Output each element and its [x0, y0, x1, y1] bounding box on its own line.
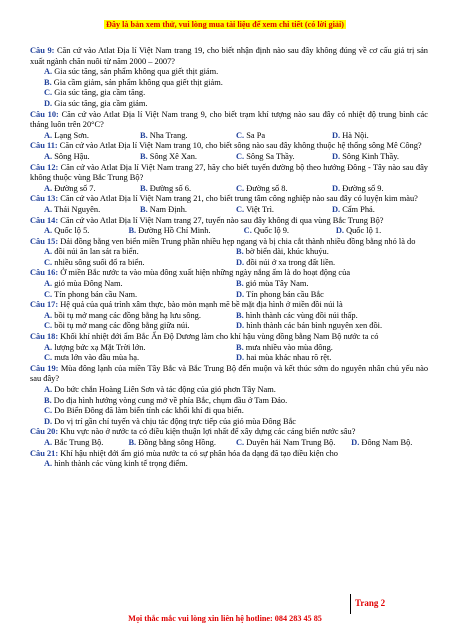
question: [30, 110, 428, 131]
question-text: Căn cứ vào Atlat Địa lí Việt Nam trang 19, cho biết nhận định nào sau đây không đúng về cơ cấu giá trị sản xuất ngành chăn nuôi từ năm 2000 – 2007?: [30, 46, 428, 66]
option-letter: D.: [44, 416, 53, 426]
option-letter: B.: [128, 437, 137, 447]
question: [30, 300, 428, 311]
option-row: [30, 205, 428, 216]
question: [30, 46, 428, 67]
question-text: Căn cứ vào Atlat Địa lí Việt Nam trang 9, cho biết trạm khí tượng nào sau đây có nhiệt độ trung bình các tháng luôn trên 20°C?: [30, 109, 428, 130]
option: [140, 184, 236, 195]
option-row: [30, 247, 428, 258]
option: [236, 131, 332, 142]
option: [236, 258, 428, 269]
option: [30, 78, 428, 89]
option: [30, 385, 428, 396]
option: [140, 131, 236, 142]
option-letter: C.: [236, 130, 245, 140]
option-letter: C.: [236, 151, 245, 161]
option-text: Nam Định.: [149, 204, 187, 214]
option-letter: B.: [236, 279, 244, 289]
option-text: Quốc lộ 1.: [346, 226, 382, 236]
question: [30, 332, 428, 343]
option: [236, 343, 428, 354]
option-text: Đường số 6.: [149, 183, 192, 193]
option-text: Đồng bằng sông Hồng.: [138, 437, 216, 447]
option-text: Gia súc tăng, sản phẩm không qua giết thịt giảm.: [54, 67, 219, 77]
option-letter: A.: [44, 385, 53, 394]
option-letter: B.: [128, 226, 137, 236]
option-text: Gia súc tăng, gia cầm giảm.: [54, 98, 148, 108]
option-text: Sông Kinh Thầy.: [342, 151, 400, 161]
option-row: [30, 258, 428, 269]
question: [30, 427, 428, 438]
option-letter: C.: [44, 257, 53, 267]
option-letter: C.: [44, 353, 53, 363]
option: [44, 258, 236, 269]
question: [30, 141, 428, 152]
option-letter: A.: [44, 437, 53, 447]
question-text: Khu vực nào ở nước ta có điều kiện thuận lợi nhất để xây dựng các cảng biển nước sâu?: [60, 427, 356, 437]
option: [44, 353, 236, 364]
option: [44, 152, 140, 163]
page-number: Trang 2: [355, 598, 386, 608]
option-text: Tín phong bán cầu Nam.: [54, 289, 138, 299]
option-letter: D.: [335, 226, 344, 236]
question-number: Câu 17:: [30, 300, 59, 310]
option-row: [30, 311, 428, 322]
option: [332, 205, 428, 216]
option-text: Thái Nguyên.: [54, 204, 101, 214]
option-text: gió mùa Đông Nam.: [54, 279, 123, 289]
option-text: Đông Nam Bộ.: [361, 437, 413, 447]
question-text: Dải đồng bằng ven biển miền Trung phần nhiều hẹp ngang và bị chia cắt thành nhiều đồng bằng nhỏ là do: [60, 236, 416, 246]
option-row: [30, 152, 428, 163]
option-text: Tín phong bán cầu Bắc: [246, 289, 324, 299]
option-text: Đường số 9.: [342, 183, 384, 193]
option: [128, 438, 236, 449]
option: [44, 226, 128, 237]
option-text: nhiều sông suối đổ ra biển.: [54, 257, 145, 267]
option: [30, 99, 428, 110]
question: [30, 237, 428, 248]
question: [30, 449, 428, 460]
option-letter: B.: [140, 151, 148, 161]
option: [44, 247, 236, 258]
option-letter: D.: [332, 183, 341, 193]
option: [236, 353, 428, 364]
option: [236, 247, 428, 258]
option-text: Đường số 8.: [246, 183, 288, 193]
question-number: Câu 16:: [30, 268, 59, 278]
option: [236, 321, 428, 332]
option: [140, 152, 236, 163]
question: [30, 268, 428, 279]
question-text: Khối khí nhiệt đới ẩm Bắc Ấn Độ Dương làm cho khí hậu vùng đồng bằng Nam Bộ nước ta có: [60, 332, 379, 342]
option-text: gió mùa Tây Nam.: [245, 279, 309, 289]
option-letter: A.: [44, 204, 53, 214]
option: [236, 311, 428, 322]
option-text: Do vị trí gần chí tuyến và chịu tác động trực tiếp của gió mùa Đông Bắc: [54, 416, 297, 426]
option: [236, 290, 428, 301]
question-number: Câu 10:: [30, 109, 59, 119]
option-text: Sông Xê Xan.: [149, 151, 198, 161]
option-row: [30, 343, 428, 354]
option-letter: C.: [44, 88, 53, 98]
option-letter: C.: [44, 406, 53, 416]
option: [44, 438, 128, 449]
option: [44, 205, 140, 216]
option-text: Sa Pa: [246, 130, 266, 140]
option-row: [30, 131, 428, 142]
option-text: Đường số 7.: [54, 183, 96, 193]
option: [30, 417, 428, 428]
question-number: Câu 13:: [30, 194, 59, 204]
option-text: Gia cầm giảm, sản phẩm không qua giết thịt giảm.: [53, 77, 223, 87]
option-text: Duyên hải Nam Trung Bộ.: [246, 437, 336, 447]
question-number: Câu 21:: [30, 448, 59, 458]
question-text: Hệ quả của quá trình xâm thực, bào mòn mạnh mẽ bề mặt địa hình ở miền đồi núi là: [60, 300, 343, 310]
option-letter: A.: [44, 67, 53, 77]
option: [336, 226, 428, 237]
question-text: Căn cứ vào Atlat Địa lí Việt Nam trang 21, cho biết trung tâm công nghiệp nào sau đây có luyện kim màu?: [60, 194, 418, 204]
option-text: mưa nhiều vào mùa đông.: [245, 342, 333, 352]
option-row: [30, 353, 428, 364]
option-letter: B.: [236, 310, 244, 320]
option-letter: C.: [44, 321, 53, 331]
option: [30, 67, 428, 78]
option: [128, 226, 243, 237]
option-text: đồi núi ăn lan sát ra biển.: [54, 247, 139, 257]
option-text: Do địa hình hướng vòng cung mở về phía Bắc, chụm đầu ở Tam Đảo.: [53, 395, 288, 405]
option-text: Gia súc tăng, gia cầm tăng.: [54, 88, 146, 98]
preview-banner-text: Đây là bản xem thử, vui lòng mua tài liệu để xem chi tiết (có lời giải): [105, 20, 344, 29]
question-number: Câu 14:: [30, 215, 59, 225]
option-letter: D.: [351, 437, 360, 447]
question-text: Căn cứ vào Atlat Địa lí Việt Nam trang 27, tuyến nào sau đây không đi qua vùng Bắc Trung Bộ?: [60, 215, 384, 225]
preview-banner: [0, 14, 450, 32]
option: [44, 184, 140, 195]
option-row: [30, 321, 428, 332]
option-letter: B.: [140, 183, 148, 193]
option-text: Sông Sa Thầy.: [246, 151, 295, 161]
option-letter: D.: [236, 289, 245, 299]
option: [236, 205, 332, 216]
option-letter: D.: [332, 204, 341, 214]
option: [30, 396, 428, 407]
option-text: hình thành các vùng kinh tế trọng điểm.: [54, 459, 188, 469]
option: [44, 343, 236, 354]
option: [30, 88, 428, 99]
option-row: [30, 279, 428, 290]
footer-divider: [350, 594, 351, 614]
question-number: Câu 15:: [30, 236, 59, 246]
option-letter: A.: [44, 342, 53, 352]
option: [244, 226, 336, 237]
option-letter: C.: [236, 204, 245, 214]
option-letter: A.: [44, 459, 53, 469]
option-letter: D.: [236, 257, 245, 267]
question-number: Câu 12:: [30, 162, 59, 172]
question: [30, 216, 428, 227]
option-letter: B.: [140, 204, 148, 214]
option-letter: B.: [44, 77, 52, 87]
option-letter: A.: [44, 151, 53, 161]
option-letter: D.: [332, 130, 341, 140]
option-row: [30, 184, 428, 195]
option-text: bồi tụ mở mang các đồng bằng giữa núi.: [54, 321, 190, 331]
option: [44, 131, 140, 142]
option: [236, 438, 351, 449]
option-text: Do bức chắn Hoàng Liên Sơn và tác động của gió phơn Tây Nam.: [54, 385, 276, 394]
option-letter: B.: [44, 395, 52, 405]
option-text: Lạng Sơn.: [54, 130, 89, 140]
option-text: Việt Trì.: [246, 204, 274, 214]
option-letter: D.: [236, 321, 245, 331]
option-text: Cẩm Phả.: [342, 204, 375, 214]
option-text: bờ biển dài, khúc khuỷu.: [245, 247, 329, 257]
option-letter: A.: [44, 226, 53, 236]
option-row: [30, 438, 428, 449]
option: [332, 184, 428, 195]
question-text: Căn cứ vào Atlat Địa lí Việt Nam trang 10, cho biết sông nào sau đây không thuộc hệ thống sông Mê Công?: [59, 141, 422, 151]
option-text: bồi tụ mở mang các đồng bằng hạ lưu sông.: [54, 310, 201, 320]
option-letter: D.: [44, 98, 53, 108]
option-text: Sông Hậu.: [54, 151, 90, 161]
option-text: mưa lớn vào đầu mùa hạ.: [54, 353, 140, 363]
option-letter: C.: [236, 183, 245, 193]
option-letter: A.: [44, 279, 53, 289]
question-text: Ở miền Bắc nước ta vào mùa đông xuất hiện những ngày nắng ấm là do hoạt động của: [60, 268, 351, 278]
option-text: hai mùa khác nhau rõ rệt.: [246, 353, 332, 363]
option-letter: C.: [243, 226, 252, 236]
question: [30, 194, 428, 205]
question-text: Khí hậu nhiệt đới ẩm gió mùa nước ta có sự phân hóa đa dạng đã tạo điều kiện cho: [60, 448, 338, 458]
option-text: Nha Trang.: [149, 130, 188, 140]
question-number: Câu 18:: [30, 332, 59, 342]
option-text: Hà Nội.: [342, 130, 369, 140]
question-number: Câu 9:: [30, 46, 55, 55]
option-letter: B.: [236, 247, 244, 257]
option-text: hình thành các vùng đồi núi thấp.: [245, 310, 358, 320]
option: [44, 290, 236, 301]
option: [30, 459, 428, 470]
question-number: Câu 19:: [30, 363, 59, 373]
option: [351, 438, 428, 449]
hotline-text: Mọi thắc mắc vui lòng xin liên hệ hotline: 084 283 45 85: [128, 614, 322, 623]
option-text: đồi núi ở xa trong đất liền.: [246, 257, 336, 267]
option-text: Do Biển Đông đã làm biến tính các khối khí đi qua biển.: [54, 406, 244, 416]
option: [140, 205, 236, 216]
option: [236, 184, 332, 195]
question-text: Mùa đông lạnh của miền Tây Bắc và Bắc Trung Bộ đến muộn và kết thúc sớm do nguyên nhân chủ yếu nào sau đây?: [30, 363, 429, 384]
option-text: lượng bức xạ Mặt Trời lớn.: [54, 342, 146, 352]
option-row: [30, 290, 428, 301]
option-letter: A.: [44, 183, 53, 193]
question-number: Câu 11:: [30, 141, 58, 151]
option-text: hình thành các bán bình nguyên xen đồi.: [246, 321, 383, 331]
option: [332, 152, 428, 163]
option: [236, 152, 332, 163]
option-text: Quốc lộ 9.: [253, 226, 290, 236]
question-number: Câu 20:: [30, 427, 59, 437]
option-letter: B.: [140, 130, 148, 140]
option-letter: B.: [236, 342, 244, 352]
option-text: Bắc Trung Bộ.: [54, 437, 104, 447]
option-letter: A.: [44, 247, 53, 257]
option: [30, 406, 428, 417]
option-letter: C.: [235, 437, 245, 447]
option: [44, 321, 236, 332]
option-letter: D.: [332, 151, 341, 161]
option: [236, 279, 428, 290]
option: [44, 311, 236, 322]
option-letter: D.: [236, 353, 245, 363]
option: [332, 131, 428, 142]
question: [30, 163, 428, 184]
option-letter: A.: [44, 310, 53, 320]
option: [44, 279, 236, 290]
question-text: Căn cứ vào Atlat Địa lí Việt Nam trang 27, hãy cho biết tuyến đường bộ theo hướng Đông - Tây nào sau đây không thuộc vùng Bắc Trung Bộ?: [30, 162, 428, 183]
question: [30, 364, 428, 385]
option-row: [30, 226, 428, 237]
option-letter: C.: [44, 289, 53, 299]
option-text: Đường Hồ Chí Minh.: [138, 226, 211, 236]
option-letter: A.: [44, 130, 53, 140]
question-list: [30, 46, 428, 470]
option-text: Quốc lộ 5.: [54, 226, 90, 236]
